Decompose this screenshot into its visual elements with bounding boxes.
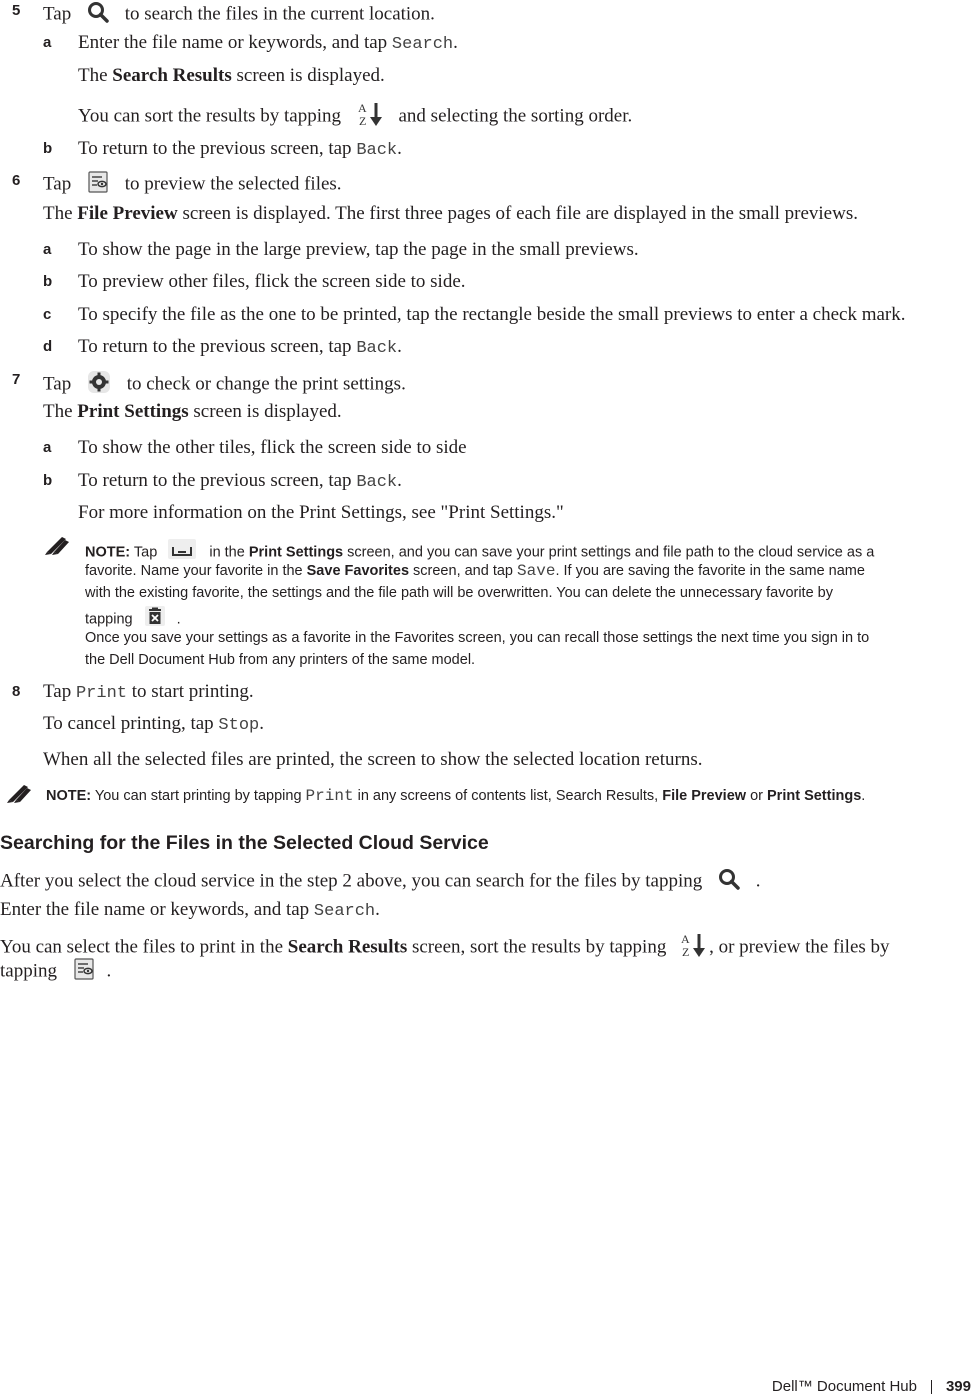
sort-az-icon bbox=[679, 932, 707, 964]
sub-marker: a bbox=[43, 241, 52, 258]
note-label: NOTE: bbox=[46, 788, 92, 804]
note1-line3: with the existing favorite, the settings and the file path will be overwritten. You can delete the unnecessary favorite by bbox=[85, 585, 833, 601]
step-number: 7 bbox=[12, 371, 21, 388]
section-heading: Searching for the Files in the Selected Cloud Service bbox=[0, 832, 489, 854]
step6-line: Tap to preview the selected files. bbox=[43, 170, 342, 200]
sub-marker: b bbox=[43, 273, 53, 290]
step6c-line: To specify the file as the one to be printed, tap the rectangle beside the small previews to enter a check mark. bbox=[78, 304, 906, 325]
step5-line: Tap to search the files in the current location. bbox=[43, 0, 435, 30]
search-icon bbox=[86, 0, 110, 30]
step6b-line: To preview other files, flick the screen side to side. bbox=[78, 271, 466, 292]
step7b-line: To return to the previous screen, tap Back. bbox=[78, 470, 402, 492]
settings-icon bbox=[86, 369, 112, 401]
note-pencil-icon bbox=[44, 536, 70, 561]
section-p4: tapping . bbox=[0, 957, 111, 987]
sub-marker: d bbox=[43, 338, 53, 355]
step6d-line: To return to the previous screen, tap Back. bbox=[78, 336, 402, 358]
preview-icon bbox=[72, 957, 96, 987]
step7-desc: The Print Settings screen is displayed. bbox=[43, 401, 342, 422]
code-search: Search bbox=[313, 902, 376, 921]
code-back: Back bbox=[356, 141, 398, 160]
svg-text:A: A bbox=[681, 932, 690, 946]
code-back: Back bbox=[356, 339, 398, 358]
step6-desc: The File Preview screen is displayed. The first three pages of each file are displayed in the small previews. bbox=[43, 203, 858, 224]
step8-line: Tap Print to start printing. bbox=[43, 681, 254, 703]
search-icon bbox=[717, 867, 741, 897]
code-save: Save bbox=[517, 562, 556, 580]
svg-text:A: A bbox=[357, 101, 367, 115]
note1-line1: NOTE: Tap in the Print Settings screen, and you can save your print settings and file path to the cloud service as a bbox=[85, 538, 874, 567]
sub-marker: c bbox=[43, 306, 52, 323]
step5a-line: Enter the file name or keywords, and tap Search. bbox=[78, 32, 458, 54]
sort-az-icon bbox=[356, 101, 384, 133]
step-number: 5 bbox=[12, 2, 21, 19]
section-p1: After you select the cloud service in the step 2 above, you can search for the files by tapping . bbox=[0, 867, 760, 897]
footer-divider bbox=[931, 1380, 932, 1394]
code-print: Print bbox=[305, 787, 354, 805]
code-stop: Stop bbox=[218, 716, 260, 735]
svg-text:Z: Z bbox=[358, 114, 367, 127]
step7a-line: To show the other tiles, flick the screen side to side bbox=[78, 437, 467, 458]
code-search: Search bbox=[391, 35, 454, 54]
step5a-sort: You can sort the results by tapping A Z and selecting the sorting order. bbox=[78, 101, 632, 133]
step8-done: When all the selected files are printed, the screen to show the selected location returns. bbox=[43, 749, 703, 770]
footer-title: Dell™ Document Hub bbox=[771, 1378, 917, 1395]
section-p2: Enter the file name or keywords, and tap Search. bbox=[0, 899, 380, 921]
note-pencil-icon bbox=[6, 784, 32, 809]
sub-marker: b bbox=[43, 472, 53, 489]
page-footer bbox=[772, 1376, 971, 1398]
step6a-line: To show the page in the large preview, tap the page in the small previews. bbox=[78, 239, 639, 260]
section-p3: You can select the files to print in the Search Results screen, sort the results by tapping A Z , or preview the files by bbox=[0, 932, 890, 964]
step5b-line: To return to the previous screen, tap Back. bbox=[78, 138, 402, 160]
note1-line5: Once you save your settings as a favorite in the Favorites screen, you can recall those settings the next time you sign in to bbox=[85, 630, 870, 646]
sub-marker: a bbox=[43, 34, 52, 51]
note1-line4: tapping . bbox=[85, 604, 181, 635]
note1-line6: the Dell Document Hub from any printers of the same model. bbox=[85, 652, 476, 668]
note-label: NOTE: bbox=[85, 544, 131, 561]
page-number: 399 bbox=[945, 1378, 971, 1395]
sub-marker: b bbox=[43, 140, 53, 157]
svg-text:Z: Z bbox=[682, 945, 690, 958]
sub-marker: a bbox=[43, 439, 52, 456]
code-back: Back bbox=[356, 473, 398, 492]
note1-line2: favorite. Name your favorite in the Save Favorites screen, and tap Save. If you are saving the favorite in the same name bbox=[85, 562, 865, 580]
code-print: Print bbox=[75, 684, 127, 703]
step7-more: For more information on the Print Settings, see "Print Settings." bbox=[78, 502, 564, 523]
step8-cancel: To cancel printing, tap Stop. bbox=[43, 713, 264, 735]
note2-line: NOTE: You can start printing by tapping Print in any screens of contents list, Search Results, File Preview or Print Settings. bbox=[46, 787, 866, 805]
step-number: 8 bbox=[12, 683, 21, 700]
step7-line: Tap to check or change the print settings. bbox=[43, 369, 406, 401]
preview-icon bbox=[86, 170, 110, 200]
step-number: 6 bbox=[12, 172, 21, 189]
step5a-result: The Search Results screen is displayed. bbox=[78, 65, 385, 86]
